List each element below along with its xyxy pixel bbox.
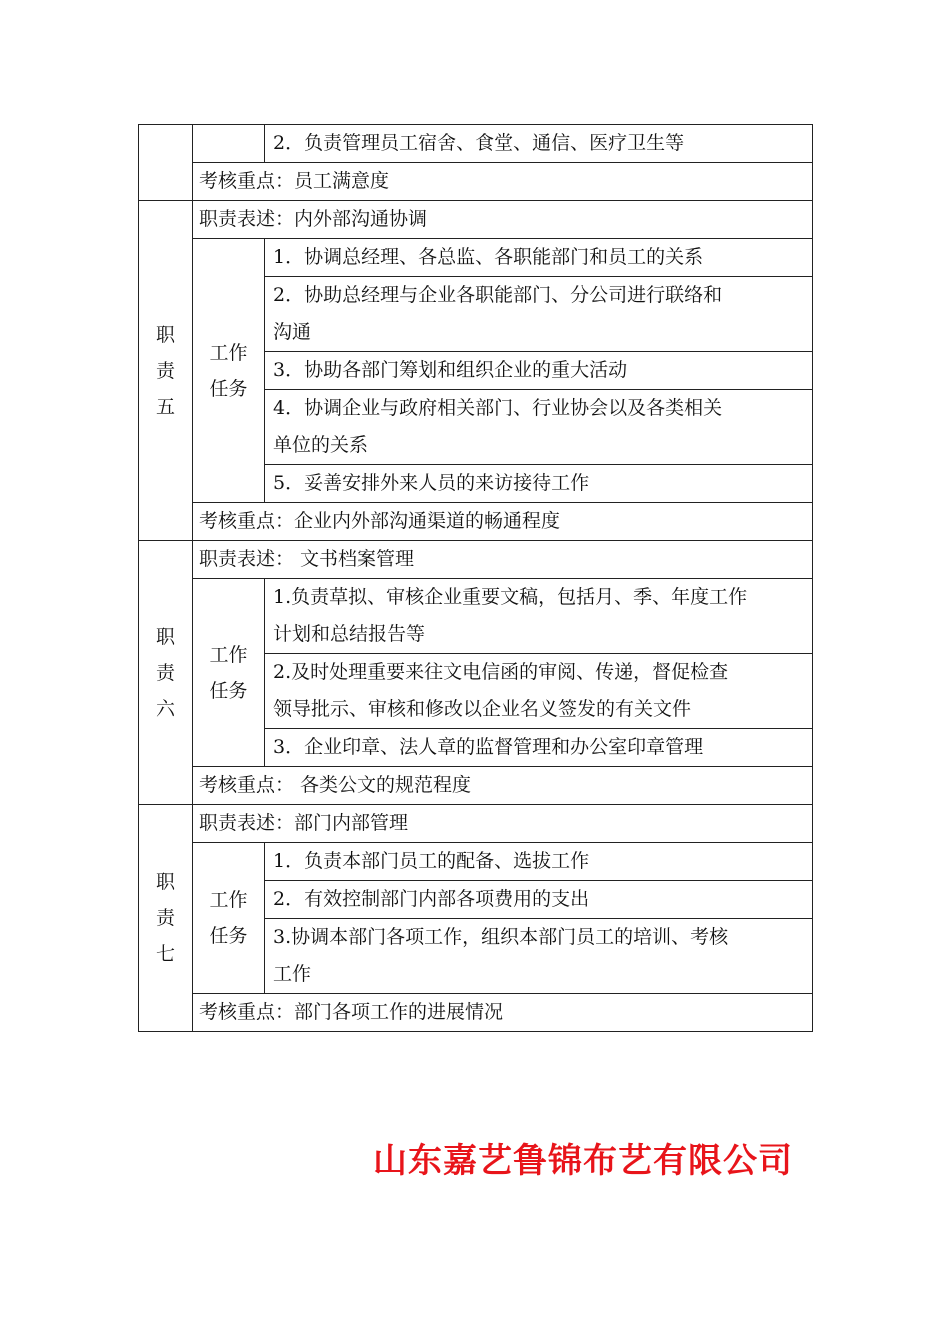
duty-statement: 职责表述：内外部沟通协调 <box>193 201 813 239</box>
task-item: 1．协调总经理、各总监、各职能部门和员工的关系 <box>265 239 813 277</box>
table-row <box>139 579 813 654</box>
table-row <box>139 843 813 881</box>
task-item: 1.负责草拟、审核企业重要文稿，包括月、季、年度工作 计划和总结报告等 <box>265 579 813 654</box>
table-row <box>139 163 813 201</box>
task-item: 2.及时处理重要来往文电信函的审阅、传递，督促检查 领导批示、审核和修改以企业名义签发的有关文件 <box>265 654 813 729</box>
task-label-cell <box>193 125 265 163</box>
table-row <box>139 541 813 579</box>
table-row <box>139 239 813 277</box>
task-label: 工作 任务 <box>193 579 265 767</box>
table-row <box>139 503 813 541</box>
table-row <box>139 767 813 805</box>
task-item: 2．有效控制部门内部各项费用的支出 <box>265 881 813 919</box>
assessment-focus: 考核重点：企业内外部沟通渠道的畅通程度 <box>193 503 813 541</box>
table-row <box>139 994 813 1032</box>
task-label: 工作 任务 <box>193 843 265 994</box>
table-row <box>139 201 813 239</box>
duty-statement: 职责表述：部门内部管理 <box>193 805 813 843</box>
duty-label: 职 责 七 <box>139 805 193 1032</box>
task-item: 1．负责本部门员工的配备、选拔工作 <box>265 843 813 881</box>
task-item: 5．妥善安排外来人员的来访接待工作 <box>265 465 813 503</box>
duty-table <box>138 124 813 1032</box>
task-item: 2．协助总经理与企业各职能部门、分公司进行联络和 沟通 <box>265 277 813 352</box>
assessment-focus: 考核重点：部门各项工作的进展情况 <box>193 994 813 1032</box>
duty-label: 职 责 六 <box>139 541 193 805</box>
task-item: 4．协调企业与政府相关部门、行业协会以及各类相关 单位的关系 <box>265 390 813 465</box>
duty-statement: 职责表述： 文书档案管理 <box>193 541 813 579</box>
duty-label: 职 责 五 <box>139 201 193 541</box>
task-label: 工作 任务 <box>193 239 265 503</box>
task-item: 3．企业印章、法人章的监督管理和办公室印章管理 <box>265 729 813 767</box>
assessment-focus: 考核重点： 各类公文的规范程度 <box>193 767 813 805</box>
company-name: 山东嘉艺鲁锦布艺有限公司 <box>373 1141 793 1181</box>
task-item: 3.协调本部门各项工作，组织本部门员工的培训、考核 工作 <box>265 919 813 994</box>
task-item: 2．负责管理员工宿舍、食堂、通信、医疗卫生等 <box>265 125 813 163</box>
duty-label-cell <box>139 125 193 201</box>
task-item: 3．协助各部门筹划和组织企业的重大活动 <box>265 352 813 390</box>
table-row <box>139 805 813 843</box>
table-row <box>139 125 813 163</box>
assessment-focus: 考核重点：员工满意度 <box>193 163 813 201</box>
